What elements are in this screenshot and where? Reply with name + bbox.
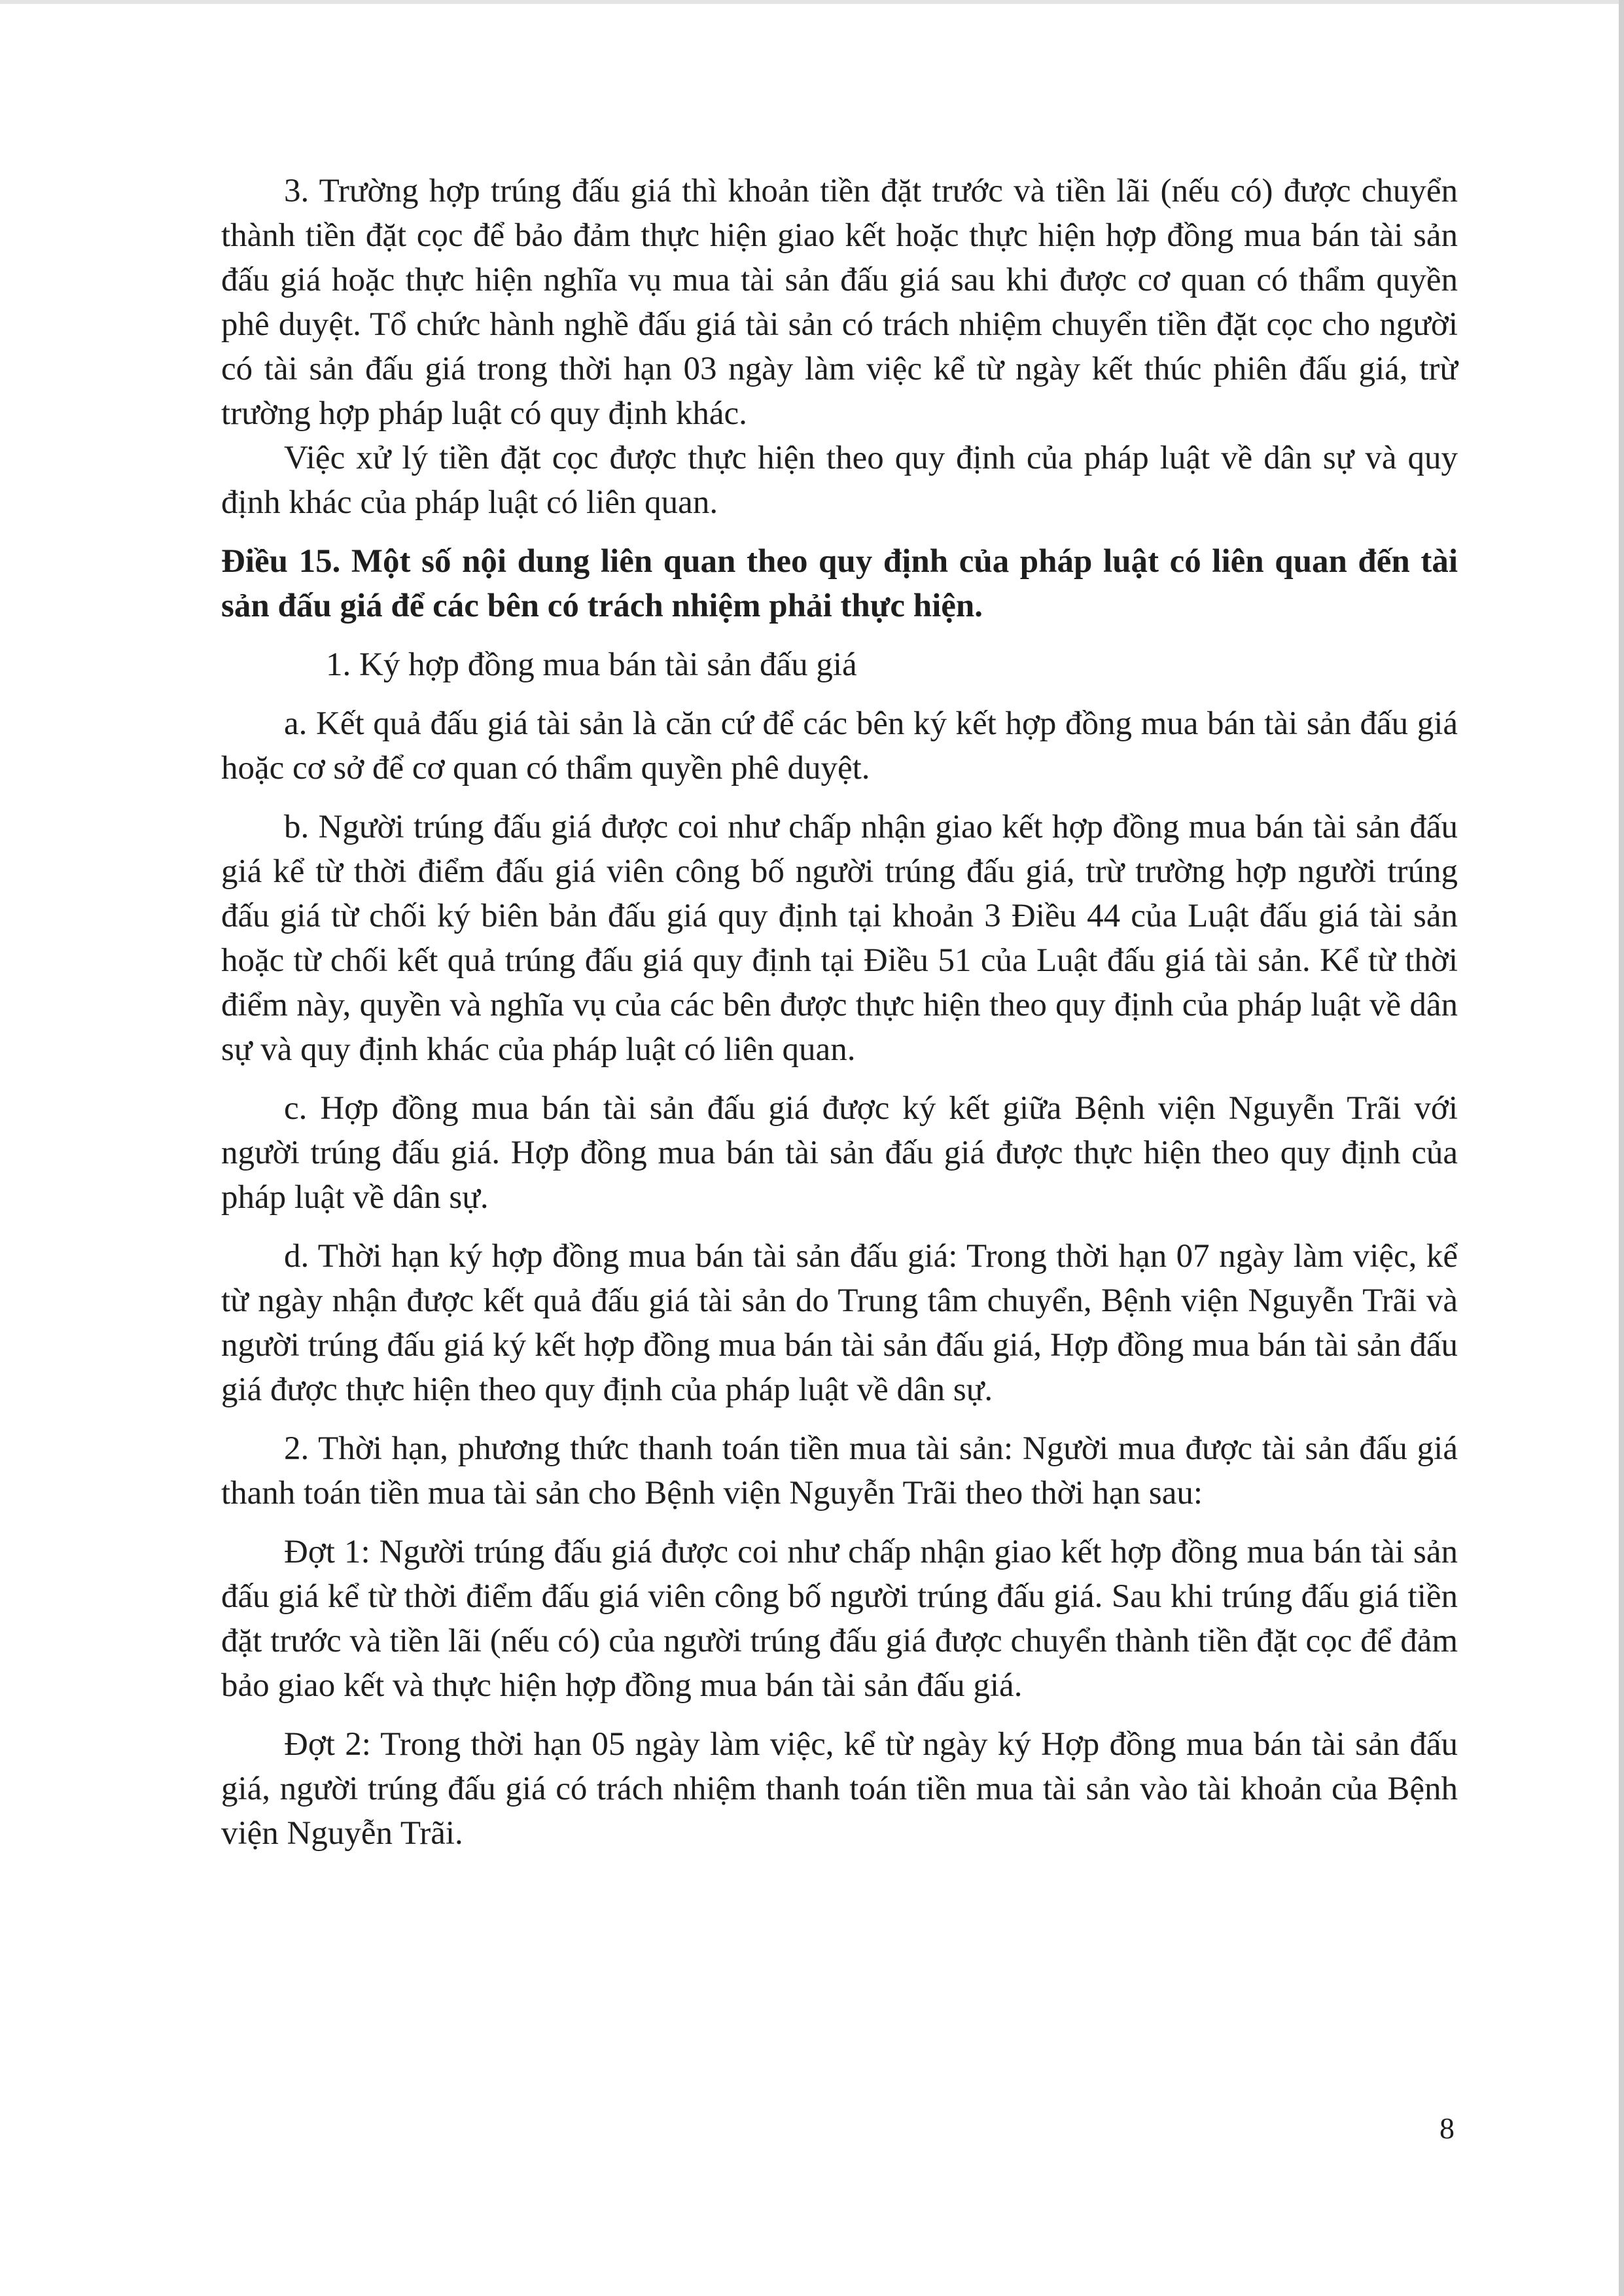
paragraph-payment-terms: 2. Thời hạn, phương thức thanh toán tiền mua tài sản: Người mua được tài sản đấu giá thanh toán tiền mua tài sản cho Bệnh viện Nguyễn Trãi theo thời hạn sau: (221, 1430, 1458, 1511)
paragraph-installment-2: Đợt 2: Trong thời hạn 05 ngày làm việc, kể từ ngày ký Hợp đồng mua bán tài sản đấu giá, người trúng đấu giá có trách nhiệm thanh toán tiền mua tài sản vào tài khoản của Bệnh viện Nguyễn Trãi. (221, 1726, 1458, 1852)
paragraph-item-b: b. Người trúng đấu giá được coi như chấp nhận giao kết hợp đồng mua bán tài sản đấu giá kể từ thời điểm đấu giá viên công bố người trúng đấu giá, trừ trường hợp người trúng đấu giá từ chối ký biên bản đấu giá quy định tại khoản 3 Điều 44 của Luật đấu giá tài sản hoặc từ chối kết quả trúng đấu giá quy định tại Điều 51 của Luật đấu giá tài sản. Kể từ thời điểm này, quyền và nghĩa vụ của các bên được thực hiện theo quy định của pháp luật về dân sự và quy định khác của pháp luật có liên quan. (221, 809, 1458, 1068)
paragraph-sign-contract: 1. Ký hợp đồng mua bán tài sản đấu giá (326, 646, 857, 683)
article-15-heading: Điều 15. Một số nội dung liên quan theo quy định của pháp luật có liên quan đến tài sản đấu giá để các bên có trách nhiệm phải thực hiện. (221, 543, 1458, 624)
document-body (221, 169, 1458, 1870)
page-number: 8 (1439, 2111, 1455, 2145)
paragraph-item-d: d. Thời hạn ký hợp đồng mua bán tài sản đấu giá: Trong thời hạn 07 ngày làm việc, kể từ ngày nhận được kết quả đấu giá tài sản do Trung tâm chuyển, Bệnh viện Nguyễn Trãi và người trúng đấu giá ký kết hợp đồng mua bán tài sản đấu giá, Hợp đồng mua bán tài sản đấu giá được thực hiện theo quy định của pháp luật về dân sự. (221, 1238, 1458, 1408)
scan-border-top (0, 0, 1624, 4)
scan-border-right (1619, 0, 1624, 2296)
paragraph-item-a: a. Kết quả đấu giá tài sản là căn cứ để các bên ký kết hợp đồng mua bán tài sản đấu giá hoặc cơ sở để cơ quan có thẩm quyền phê duyệt. (221, 705, 1458, 786)
paragraph-installment-1: Đợt 1: Người trúng đấu giá được coi như chấp nhận giao kết hợp đồng mua bán tài sản đấu giá kể từ thời điểm đấu giá viên công bố người trúng đấu giá. Sau khi trúng đấu giá tiền đặt trước và tiền lãi (nếu có) của người trúng đấu giá được chuyển thành tiền đặt cọc để đảm bảo giao kết và thực hiện hợp đồng mua bán tài sản đấu giá. (221, 1534, 1458, 1704)
paragraph-deposit-conversion: 3. Trường hợp trúng đấu giá thì khoản tiền đặt trước và tiền lãi (nếu có) được chuyển thành tiền đặt cọc để bảo đảm thực hiện giao kết hoặc thực hiện hợp đồng mua bán tài sản đấu giá hoặc thực hiện nghĩa vụ mua tài sản đấu giá sau khi được cơ quan có thẩm quyền phê duyệt. Tổ chức hành nghề đấu giá tài sản có trách nhiệm chuyển tiền đặt cọc cho người có tài sản đấu giá trong thời hạn 03 ngày làm việc kể từ ngày kết thúc phiên đấu giá, trừ trường hợp pháp luật có quy định khác. (221, 173, 1458, 432)
paragraph-item-c: c. Hợp đồng mua bán tài sản đấu giá được ký kết giữa Bệnh viện Nguyễn Trãi với người trúng đấu giá. Hợp đồng mua bán tài sản đấu giá được thực hiện theo quy định của pháp luật về dân sự. (221, 1090, 1458, 1216)
paragraph-deposit-handling: Việc xử lý tiền đặt cọc được thực hiện theo quy định của pháp luật về dân sự và quy định khác của pháp luật có liên quan. (221, 440, 1458, 521)
